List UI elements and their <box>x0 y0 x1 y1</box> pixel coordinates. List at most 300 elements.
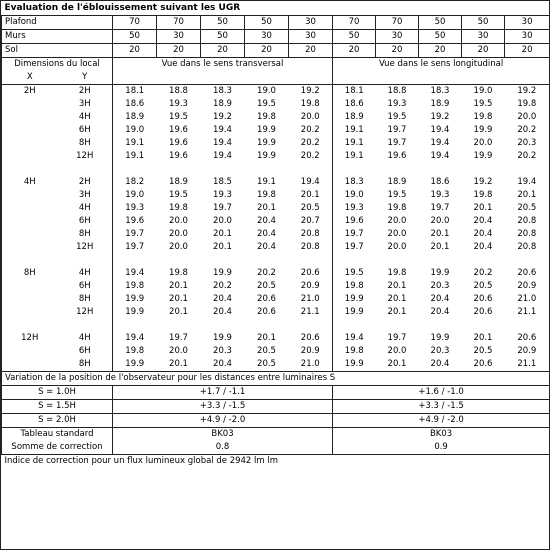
reflectance-value: 20 <box>289 44 333 58</box>
longitudinal-value: 19.9 <box>473 151 493 161</box>
longitudinal-value: 20.1 <box>387 307 407 317</box>
transversal-value: 19.2 <box>213 112 232 122</box>
y-value: 3H <box>78 190 91 200</box>
title-row <box>2 1 550 16</box>
y-value: 4H <box>78 268 91 278</box>
longitudinal-value: 20.0 <box>387 229 407 239</box>
transversal-value: 19.1 <box>257 177 276 187</box>
longitudinal-value: 20.0 <box>505 111 550 124</box>
data-row <box>2 358 550 372</box>
transversal-value: 20.1 <box>257 203 276 213</box>
longitudinal-value: 19.8 <box>387 203 407 213</box>
longitudinal-value: 19.7 <box>387 333 407 343</box>
y-value: 6H <box>78 346 91 356</box>
footnote-row <box>2 455 550 516</box>
transversal-value: 19.8 <box>113 280 157 293</box>
reflectance-value: 20 <box>505 44 550 58</box>
transversal-value: 18.8 <box>169 86 188 96</box>
longitudinal-value: 19.7 <box>333 228 376 241</box>
longitudinal-value: 20.0 <box>387 346 407 356</box>
reflectance-value: 20 <box>201 44 245 58</box>
transversal-value: 19.8 <box>169 268 188 278</box>
longitudinal-value: 19.8 <box>473 112 493 122</box>
longitudinal-value: 19.1 <box>333 137 376 150</box>
transversal-value: 19.4 <box>113 332 157 345</box>
transversal-value: 20.0 <box>169 229 188 239</box>
longitudinal-value: 20.4 <box>473 216 493 226</box>
reflectance-value: 70 <box>376 16 419 30</box>
longitudinal-value: 19.3 <box>430 190 450 200</box>
transversal-value: 19.0 <box>113 124 157 137</box>
variation-transversal: +1.7 / -1.1 <box>113 386 333 400</box>
y-value: 3H <box>78 99 91 109</box>
longitudinal-value: 20.0 <box>387 216 407 226</box>
y-value: 6H <box>78 125 91 135</box>
longitudinal-value: 20.8 <box>505 241 550 254</box>
transversal-value: 19.7 <box>213 203 232 213</box>
variation-longitudinal: +4.9 / -2.0 <box>333 414 550 428</box>
view-longitudinal-label: Vue dans le sens longitudinal <box>333 58 550 72</box>
dimensions-label: Dimensions du local <box>2 58 113 72</box>
transversal-value: 20.0 <box>213 216 232 226</box>
transversal-value: 19.7 <box>169 333 188 343</box>
longitudinal-value: 19.5 <box>387 112 407 122</box>
longitudinal-value: 20.5 <box>505 202 550 215</box>
transversal-value: 21.0 <box>300 359 320 369</box>
y-value: 6H <box>78 281 91 291</box>
longitudinal-value: 19.4 <box>430 138 450 148</box>
y-value: 2H <box>78 177 91 187</box>
group-spacer <box>2 163 550 176</box>
longitudinal-value: 21.1 <box>505 306 550 319</box>
longitudinal-value: 19.7 <box>387 125 407 135</box>
longitudinal-value: 19.9 <box>333 293 376 306</box>
transversal-value: 20.8 <box>300 242 320 252</box>
transversal-value: 19.7 <box>113 241 157 254</box>
x-value <box>2 358 58 372</box>
x-label: X <box>2 71 58 85</box>
reflectance-value: 20 <box>157 44 201 58</box>
longitudinal-value: 19.3 <box>387 99 407 109</box>
transversal-value: 19.4 <box>213 125 232 135</box>
transversal-value: 18.1 <box>113 85 157 99</box>
transversal-value: 21.1 <box>300 307 320 317</box>
longitudinal-value: 20.2 <box>505 124 550 137</box>
transversal-value: 18.9 <box>113 111 157 124</box>
reflectance-value: 30 <box>376 30 419 44</box>
x-value <box>2 293 58 306</box>
longitudinal-value: 20.8 <box>505 228 550 241</box>
x-value: 12H <box>2 332 58 345</box>
transversal-value: 19.8 <box>169 203 188 213</box>
longitudinal-value: 19.6 <box>333 215 376 228</box>
transversal-value: 19.5 <box>169 190 188 200</box>
transversal-value: 19.9 <box>113 306 157 319</box>
reflectance-value: 70 <box>333 16 376 30</box>
correction-longitudinal: 0.9 <box>333 441 550 455</box>
longitudinal-value: 19.4 <box>333 332 376 345</box>
transversal-value: 19.9 <box>257 151 276 161</box>
transversal-value: 19.5 <box>257 99 276 109</box>
x-value <box>2 111 58 124</box>
data-row <box>2 111 550 124</box>
reflectance-value: 50 <box>462 16 505 30</box>
transversal-value: 20.1 <box>169 359 188 369</box>
reflectance-value: 50 <box>201 16 245 30</box>
x-value: 4H <box>2 176 58 189</box>
longitudinal-value: 21.0 <box>505 293 550 306</box>
transversal-value: 20.4 <box>257 229 276 239</box>
transversal-value: 19.7 <box>113 228 157 241</box>
x-value <box>2 306 58 319</box>
data-row <box>2 293 550 306</box>
reflectance-value: 70 <box>157 16 201 30</box>
data-row <box>2 267 550 280</box>
variation-row <box>2 400 550 414</box>
longitudinal-value: 19.7 <box>430 203 450 213</box>
longitudinal-value: 18.6 <box>333 98 376 111</box>
reflectance-value: 20 <box>419 44 462 58</box>
variation-longitudinal: +1.6 / -1.0 <box>333 386 550 400</box>
longitudinal-value: 19.7 <box>333 241 376 254</box>
xy-header-row <box>2 71 550 85</box>
transversal-value: 20.1 <box>257 333 276 343</box>
x-value <box>2 189 58 202</box>
transversal-value: 19.3 <box>113 202 157 215</box>
longitudinal-value: 20.0 <box>430 216 450 226</box>
transversal-value: 20.1 <box>169 281 188 291</box>
longitudinal-value: 18.8 <box>387 86 407 96</box>
transversal-value: 20.4 <box>213 307 232 317</box>
transversal-value: 20.1 <box>213 242 232 252</box>
longitudinal-value: 20.6 <box>505 332 550 345</box>
variation-row <box>2 386 550 400</box>
x-value <box>2 215 58 228</box>
longitudinal-value: 19.4 <box>430 151 450 161</box>
longitudinal-value: 20.4 <box>430 294 450 304</box>
longitudinal-value: 19.4 <box>505 176 550 189</box>
data-row <box>2 228 550 241</box>
longitudinal-value: 19.8 <box>333 345 376 358</box>
transversal-value: 19.8 <box>300 99 320 109</box>
footnote: Indice de correction pour un flux lumineux global de 2942 lm lm <box>4 456 279 466</box>
x-value: 2H <box>2 85 58 99</box>
data-row <box>2 215 550 228</box>
transversal-value: 19.9 <box>113 293 157 306</box>
longitudinal-value: 19.1 <box>333 150 376 163</box>
longitudinal-value: 18.9 <box>387 177 407 187</box>
longitudinal-value: 20.1 <box>430 229 450 239</box>
x-value <box>2 241 58 254</box>
longitudinal-value: 19.1 <box>333 124 376 137</box>
transversal-value: 19.4 <box>113 267 157 280</box>
longitudinal-value: 20.1 <box>473 333 493 343</box>
longitudinal-value: 19.3 <box>333 202 376 215</box>
longitudinal-value: 19.8 <box>333 280 376 293</box>
reflectance-value: 50 <box>245 16 289 30</box>
transversal-value: 19.9 <box>113 358 157 372</box>
longitudinal-value: 20.9 <box>505 280 550 293</box>
longitudinal-value: 20.4 <box>430 359 450 369</box>
group-spacer <box>2 319 550 332</box>
longitudinal-value: 20.6 <box>473 359 493 369</box>
variation-spacing: S = 1.0H <box>2 386 113 400</box>
reflectance-row <box>2 16 550 30</box>
transversal-value: 21.0 <box>300 294 320 304</box>
reflectance-row <box>2 30 550 44</box>
transversal-value: 19.1 <box>113 150 157 163</box>
transversal-value: 20.1 <box>169 294 188 304</box>
reflectance-label: Murs <box>2 30 113 44</box>
reflectance-value: 70 <box>113 16 157 30</box>
longitudinal-value: 19.9 <box>333 306 376 319</box>
transversal-value: 20.2 <box>213 281 232 291</box>
transversal-value: 19.6 <box>169 125 188 135</box>
transversal-value: 20.5 <box>257 281 276 291</box>
transversal-value: 19.3 <box>213 190 232 200</box>
longitudinal-value: 19.5 <box>333 267 376 280</box>
y-value: 4H <box>78 333 91 343</box>
reflectance-row <box>2 44 550 58</box>
longitudinal-value: 20.6 <box>473 294 493 304</box>
data-row <box>2 150 550 163</box>
variation-spacing: S = 2.0H <box>2 414 113 428</box>
transversal-value: 20.2 <box>300 138 320 148</box>
transversal-value: 20.6 <box>257 307 276 317</box>
longitudinal-value: 19.9 <box>430 333 450 343</box>
transversal-value: 20.9 <box>300 281 320 291</box>
variation-row <box>2 414 550 428</box>
transversal-value: 20.5 <box>257 346 276 356</box>
reflectance-value: 30 <box>245 30 289 44</box>
reflectance-value: 20 <box>333 44 376 58</box>
longitudinal-value: 19.5 <box>387 190 407 200</box>
transversal-value: 19.3 <box>169 99 188 109</box>
y-value: 8H <box>78 294 91 304</box>
x-value <box>2 202 58 215</box>
reflectance-value: 50 <box>201 30 245 44</box>
correction-row <box>2 441 550 455</box>
transversal-value: 20.5 <box>257 359 276 369</box>
longitudinal-value: 20.1 <box>430 242 450 252</box>
transversal-value: 20.0 <box>169 242 188 252</box>
x-value: 8H <box>2 267 58 280</box>
transversal-value: 18.3 <box>213 86 232 96</box>
transversal-value: 20.1 <box>213 229 232 239</box>
y-label: Y <box>58 71 113 85</box>
y-value: 4H <box>78 112 91 122</box>
data-row <box>2 176 550 189</box>
longitudinal-value: 20.2 <box>505 150 550 163</box>
x-value <box>2 124 58 137</box>
reflectance-value: 30 <box>289 30 333 44</box>
longitudinal-value: 20.3 <box>430 346 450 356</box>
transversal-value: 19.2 <box>300 86 320 96</box>
reflectance-value: 50 <box>113 30 157 44</box>
reflectance-value: 20 <box>462 44 505 58</box>
longitudinal-value: 20.3 <box>505 137 550 150</box>
standard-row <box>2 428 550 442</box>
x-value <box>2 98 58 111</box>
data-row <box>2 202 550 215</box>
transversal-value: 20.0 <box>169 346 188 356</box>
standard-transversal: BK03 <box>113 428 333 442</box>
transversal-value: 18.6 <box>113 98 157 111</box>
transversal-value: 20.0 <box>169 216 188 226</box>
transversal-value: 20.1 <box>300 190 320 200</box>
longitudinal-value: 20.0 <box>473 138 493 148</box>
transversal-value: 20.2 <box>257 268 276 278</box>
x-value <box>2 137 58 150</box>
longitudinal-value: 20.1 <box>473 203 493 213</box>
view-transversal-label: Vue dans le sens transversal <box>113 58 333 72</box>
y-value: 4H <box>78 203 91 213</box>
transversal-value: 20.2 <box>300 125 320 135</box>
y-value: 2H <box>78 86 91 96</box>
data-row <box>2 306 550 319</box>
standard-longitudinal: BK03 <box>333 428 550 442</box>
reflectance-value: 50 <box>419 30 462 44</box>
longitudinal-value: 20.0 <box>387 242 407 252</box>
reflectance-label: Sol <box>2 44 113 58</box>
x-value <box>2 280 58 293</box>
transversal-value: 18.9 <box>169 177 188 187</box>
transversal-value: 19.6 <box>169 138 188 148</box>
group-spacer <box>2 254 550 267</box>
data-row <box>2 98 550 111</box>
longitudinal-value: 18.9 <box>333 111 376 124</box>
longitudinal-value: 20.4 <box>430 307 450 317</box>
longitudinal-value: 18.1 <box>333 85 376 99</box>
longitudinal-value: 19.0 <box>333 189 376 202</box>
y-value: 12H <box>76 307 94 317</box>
longitudinal-value: 19.0 <box>473 86 493 96</box>
longitudinal-value: 19.2 <box>505 85 550 99</box>
longitudinal-value: 20.3 <box>430 281 450 291</box>
longitudinal-value: 19.2 <box>473 177 493 187</box>
longitudinal-value: 19.7 <box>387 138 407 148</box>
variation-spacing: S = 1.5H <box>2 400 113 414</box>
transversal-value: 19.8 <box>257 190 276 200</box>
transversal-value: 18.5 <box>213 177 232 187</box>
transversal-value: 20.8 <box>300 229 320 239</box>
x-value <box>2 345 58 358</box>
data-row <box>2 345 550 358</box>
dimensions-header-row <box>2 58 550 72</box>
transversal-value: 19.8 <box>113 345 157 358</box>
longitudinal-value: 20.6 <box>505 267 550 280</box>
reflectance-label: Plafond <box>2 16 113 30</box>
data-row <box>2 124 550 137</box>
transversal-value: 20.4 <box>213 359 232 369</box>
reflectance-value: 30 <box>157 30 201 44</box>
longitudinal-value: 20.5 <box>473 281 493 291</box>
y-value: 8H <box>78 229 91 239</box>
transversal-value: 20.2 <box>300 151 320 161</box>
transversal-value: 20.4 <box>213 294 232 304</box>
longitudinal-value: 20.1 <box>505 189 550 202</box>
longitudinal-value: 18.3 <box>333 176 376 189</box>
correction-transversal: 0.8 <box>113 441 333 455</box>
transversal-value: 19.9 <box>213 268 232 278</box>
longitudinal-value: 20.9 <box>505 345 550 358</box>
longitudinal-value: 19.9 <box>430 268 450 278</box>
longitudinal-value: 20.8 <box>505 215 550 228</box>
y-value: 12H <box>76 242 94 252</box>
transversal-value: 19.8 <box>257 112 276 122</box>
transversal-value: 20.6 <box>300 268 320 278</box>
longitudinal-value: 20.1 <box>387 281 407 291</box>
longitudinal-value: 21.1 <box>505 358 550 372</box>
page-title: Evaluation de l'éblouissement suivant les UGR <box>2 1 550 16</box>
transversal-value: 20.4 <box>257 242 276 252</box>
standard-label: Tableau standard <box>2 428 113 442</box>
data-row <box>2 189 550 202</box>
transversal-value: 20.6 <box>257 294 276 304</box>
longitudinal-value: 19.8 <box>387 268 407 278</box>
longitudinal-value: 20.4 <box>473 229 493 239</box>
transversal-value: 19.1 <box>113 137 157 150</box>
reflectance-value: 50 <box>333 30 376 44</box>
longitudinal-value: 20.6 <box>473 307 493 317</box>
transversal-value: 19.4 <box>213 151 232 161</box>
longitudinal-value: 20.1 <box>387 359 407 369</box>
transversal-value: 19.9 <box>257 125 276 135</box>
variation-transversal: +4.9 / -2.0 <box>113 414 333 428</box>
reflectance-value: 30 <box>505 30 550 44</box>
longitudinal-value: 19.4 <box>430 125 450 135</box>
x-value <box>2 150 58 163</box>
longitudinal-value: 19.8 <box>473 190 493 200</box>
transversal-value: 20.3 <box>213 346 232 356</box>
variation-longitudinal: +3.3 / -1.5 <box>333 400 550 414</box>
reflectance-value: 20 <box>245 44 289 58</box>
ugr-table <box>1 1 550 515</box>
longitudinal-value: 20.2 <box>473 268 493 278</box>
longitudinal-value: 20.1 <box>387 294 407 304</box>
x-value <box>2 228 58 241</box>
reflectance-value: 50 <box>419 16 462 30</box>
transversal-value: 19.5 <box>169 112 188 122</box>
transversal-value: 19.9 <box>257 138 276 148</box>
data-row <box>2 241 550 254</box>
y-value: 8H <box>78 138 91 148</box>
longitudinal-value: 19.6 <box>387 151 407 161</box>
transversal-value: 19.4 <box>213 138 232 148</box>
variation-transversal: +3.3 / -1.5 <box>113 400 333 414</box>
reflectance-value: 20 <box>113 44 157 58</box>
transversal-value: 19.4 <box>300 177 320 187</box>
reflectance-value: 30 <box>289 16 333 30</box>
transversal-value: 19.0 <box>257 86 276 96</box>
data-row <box>2 332 550 345</box>
transversal-value: 20.9 <box>300 346 320 356</box>
y-value: 6H <box>78 216 91 226</box>
longitudinal-value: 19.9 <box>333 358 376 372</box>
transversal-value: 19.6 <box>169 151 188 161</box>
transversal-value: 20.0 <box>300 112 320 122</box>
data-row <box>2 280 550 293</box>
longitudinal-value: 19.8 <box>505 98 550 111</box>
longitudinal-value: 20.5 <box>473 346 493 356</box>
reflectance-value: 30 <box>505 16 550 30</box>
y-value: 8H <box>78 359 91 369</box>
longitudinal-value: 20.4 <box>473 242 493 252</box>
transversal-value: 18.9 <box>213 99 232 109</box>
longitudinal-value: 19.2 <box>430 112 450 122</box>
transversal-value: 20.6 <box>300 333 320 343</box>
transversal-value: 19.0 <box>113 189 157 202</box>
